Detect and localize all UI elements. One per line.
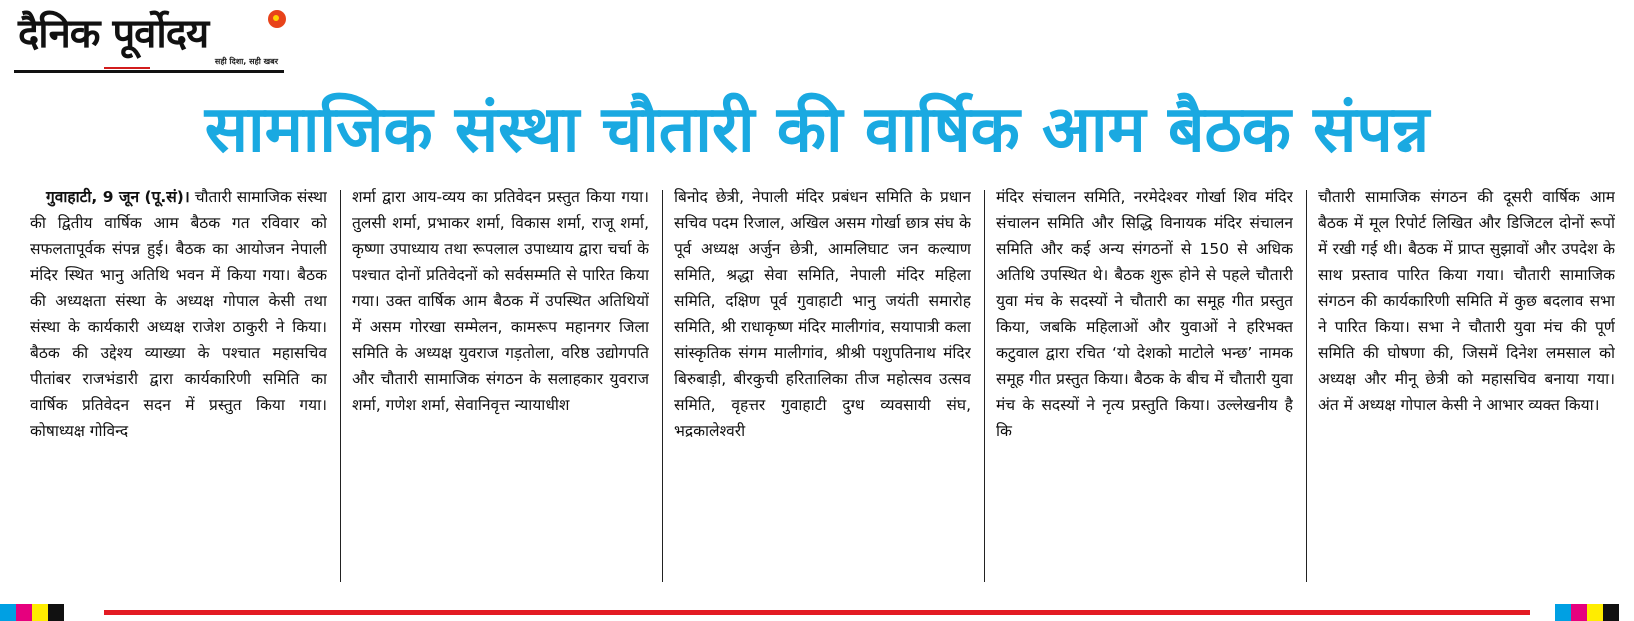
registration-swatch [1571,604,1587,621]
registration-swatch [16,604,32,621]
article-column-2 [352,184,649,584]
article-body [30,184,1634,594]
masthead-rule [14,70,284,73]
footer-red-rule [104,610,1530,615]
article-column-5 [1318,184,1615,584]
masthead-rule-accent [104,67,150,69]
registration-marks-right [1555,604,1619,621]
column-divider [662,190,663,582]
article-column-text: शर्मा द्वारा आय-व्यय का प्रतिवेदन प्रस्तुत किया गया। तुलसी शर्मा, प्रभाकर शर्मा, विकास शर्मा, राजू शर्मा, कृष्णा उपाध्याय तथा रूपलाल उपाध्याय द्वारा चर्चा के पश्चात दोनों प्रतिवेदनों को सर्वसम्मति से पारित किया गया। उक्त वार्षिक आम बैठक में उपस्थित अतिथियों में असम गोरखा सम्मेलन, कामरूप महानगर जिला समिति के अध्यक्ष युवराज गड़तोला, वरिष्ठ उद्योगपति और चौतारी सामाजिक संगठन के सलाहकार युवराज शर्मा, गणेश शर्मा, सेवानिवृत्त न्यायाधीश [352,188,649,414]
article-column-text: चौतारी सामाजिक संस्था की द्वितीय वार्षिक आम बैठक गत रविवार को सफलतापूर्वक संपन्न हुई। बैठक का आयोजन नेपाली मंदिर स्थित भानु अतिथि भवन में किया गया। बैठक की अध्यक्षता संस्था के अध्यक्ष गोपाल केसी तथा संस्था के कार्यकारी अध्यक्ष राजेश ठाकुरी ने किया। बैठक की उद्देश्य व्याख्या के पश्चात महासचिव पीतांबर राजभंडारी द्वारा कार्यकारिणी समिति का वार्षिक प्रतिवेदन सदन में प्रस्तुत किया गया। कोषाध्यक्ष गोविन्द [30,188,327,440]
newspaper-tagline: सही दिशा, सही खबर [214,57,278,66]
column-divider [1306,190,1307,582]
registration-swatch [48,604,64,621]
registration-swatch [32,604,48,621]
registration-swatch [1555,604,1571,621]
article-column-text: चौतारी सामाजिक संगठन की दूसरी वार्षिक आम बैठक में मूल रिपोर्ट लिखित और डिजिटल दोनों रूपों में रखी गई थी। बैठक में प्राप्त सुझावों और उपदेश के साथ प्रस्ताव पारित किया गया। चौतारी सामाजिक संगठन की कार्यकारिणी समिति में कुछ बदलाव सभा ने पारित किया। सभा ने चौतारी युवा मंच की पूर्ण समिति की घोषणा की, जिसमें दिनेश लमसाल को अध्यक्ष और मीनू छेत्री को महासचिव बनाया गया। अंत में अध्यक्ष गोपाल केसी ने आभार व्यक्त किया। [1318,188,1615,414]
registration-swatch [1587,604,1603,621]
article-column-4 [996,184,1293,584]
article-column-1 [30,184,327,584]
registration-swatch [0,604,16,621]
column-divider [340,190,341,582]
article-column-text: बिनोद छेत्री, नेपाली मंदिर प्रबंधन समिति के प्रधान सचिव पदम रिजाल, अखिल असम गोर्खा छात्र संघ के पूर्व अध्यक्ष अर्जुन छेत्री, आमलिघाट जन कल्याण समिति, श्रद्धा सेवा समिति, नेपाली मंदिर महिला समिति, दक्षिण पूर्व गुवाहाटी भानु जयंती समारोह समिति, श्री राधाकृष्ण मंदिर मालीगांव, सयापात्री कला सांस्कृतिक संगम मालीगांव, श्रीश्री पशुपतिनाथ मंदिर बिरुबाड़ी, बीरकुची हरितालिका तीज महोत्सव उत्सव समिति, वृहत्तर गुवाहाटी दुग्ध व्यवसायी संघ, भद्रकालेश्वरी [674,188,971,440]
column-divider [984,190,985,582]
article-dateline: गुवाहाटी, 9 जून (पू.सं)। [46,188,190,206]
registration-marks-left [0,604,64,621]
article-headline: सामाजिक संस्था चौतारी की वार्षिक आम बैठक संपन्न [204,93,1430,167]
article-column-3 [674,184,971,584]
article-column-text: मंदिर संचालन समिति, नरमेदेश्वर गोर्खा शिव मंदिर संचालन समिति और सिद्धि विनायक मंदिर संचालन समिति और कई अन्य संगठनों से 150 से अधिक अतिथि उपस्थित थे। बैठक शुरू होने से पहले चौतारी युवा मंच के सदस्यों ने चौतारी का समूह गीत प्रस्तुत किया, जबकि महिलाओं और युवाओं ने हरिभक्त कटुवाल द्वारा रचित ‘यो देशको माटोले भन्छ’ नामक समूह गीत प्रस्तुत किया। बैठक के बीच में चौतारी युवा मंच के सदस्यों ने नृत्य प्रस्तुति किया। उल्लेखनीय है कि [996,188,1293,440]
registration-swatch [1603,604,1619,621]
newspaper-logo-title: दैनिक पूर्वोदय [18,11,209,57]
logo-sun-icon [268,10,286,28]
masthead [14,4,284,74]
